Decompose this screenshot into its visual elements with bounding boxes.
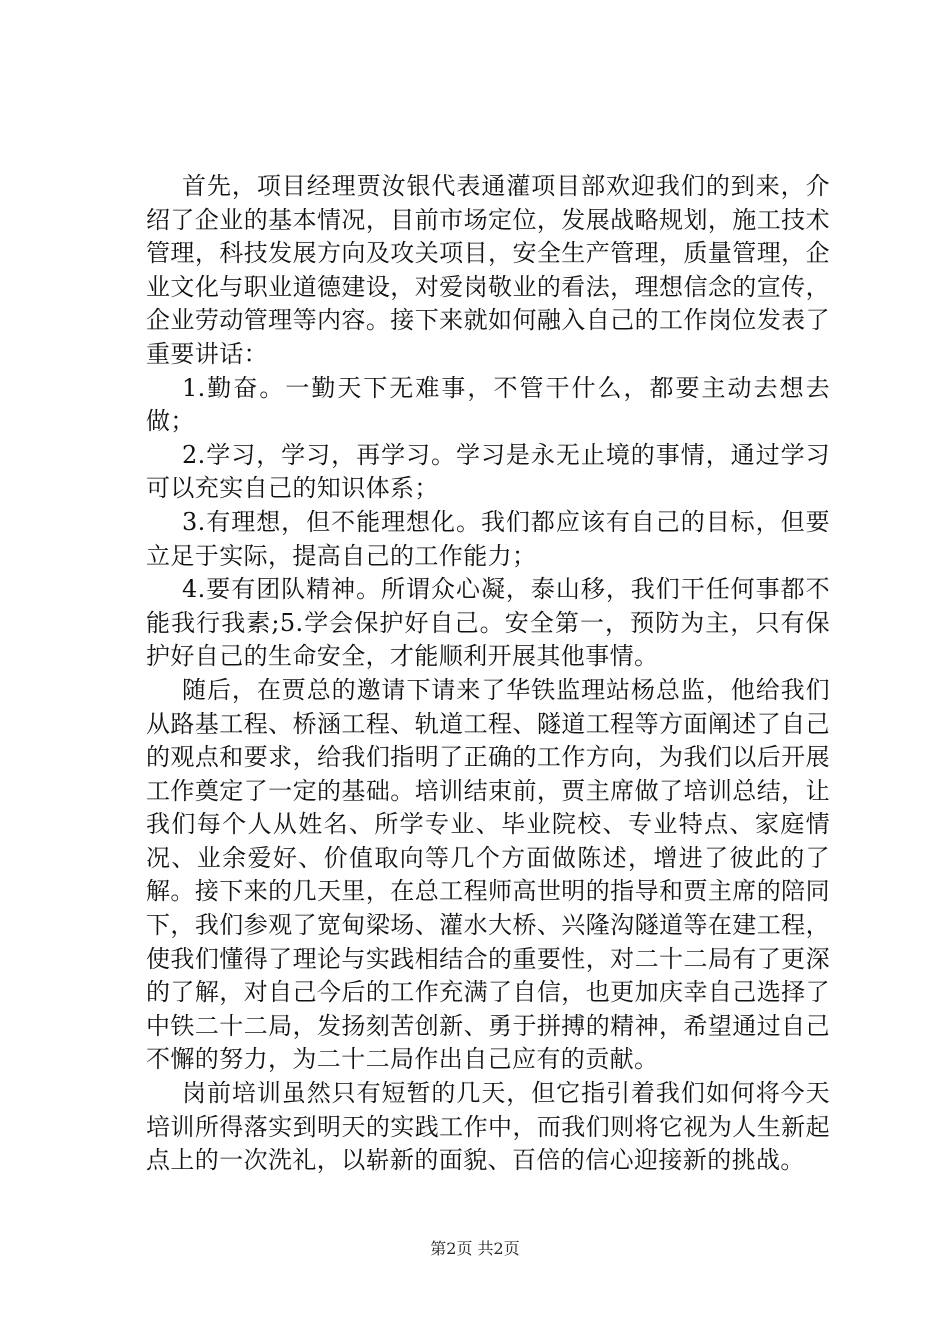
paragraph-intro: 首先，项目经理贾汝银代表通灌项目部欢迎我们的到来，介绍了企业的基本情况，目前市场定位，发展战略规划，施工技术管理，科技发展方向及攻关项目，安全生产管理，质量管理，企业文化与职业道德建设，对爱岗敬业的看法，理想信念的宣传，企业劳动管理等内容。接下来就如何融入自己的工作岗位发表了重要讲话： [146, 172, 830, 368]
paragraph-point-4-5: 4.要有团队精神。所谓众心凝，泰山移，我们干任何事都不能我行我素;5.学会保护好自己。安全第一，预防为主，只有保护好自己的生命安全，才能顺利开展其他事情。 [146, 575, 830, 671]
document-body [146, 170, 830, 1178]
paragraph-point-2: 2.学习，学习，再学习。学习是永无止境的事情，通过学习可以充实自己的知识体系； [146, 440, 830, 503]
paragraph-conclusion: 岗前培训虽然只有短暂的几天，但它指引着我们如何将今天培训所得落实到明天的实践工作中，而我们则将它视为人生新起点上的一次洗礼，以崭新的面貌、百倍的信心迎接新的挑战。 [146, 1079, 830, 1175]
paragraph-point-1: 1.勤奋。一勤天下无难事，不管干什么，都要主动去想去做； [146, 373, 830, 436]
page-number-footer: 第2页 共2页 [430, 1239, 520, 1258]
paragraph-visit: 随后，在贾总的邀请下请来了华铁监理站杨总监，他给我们从路基工程、桥涵工程、轨道工程、隧道工程等方面阐述了自己的观点和要求，给我们指明了正确的工作方向，为我们以后开展工作奠定了一定的基础。培训结束前，贾主席做了培训总结，让我们每个人从姓名、所学专业、毕业院校、专业特点、家庭情况、业余爱好、价值取向等几个方面做陈述，增进了彼此的了解。接下来的几天里，在总工程师高世明的指导和贾主席的陪同下，我们参观了宽甸梁场、灌水大桥、兴隆沟隧道等在建工程，使我们懂得了理论与实践相结合的重要性，对二十二局有了更深的了解，对自己今后的工作充满了自信，也更加庆幸自己选择了中铁二十二局，发扬刻苦创新、勇于拼搏的精神，希望通过自己不懈的努力，为二十二局作出自己应有的贡献。 [146, 675, 830, 1074]
paragraph-point-3: 3.有理想，但不能理想化。我们都应该有自己的目标，但要立足于实际，提高自己的工作能力； [146, 507, 830, 570]
